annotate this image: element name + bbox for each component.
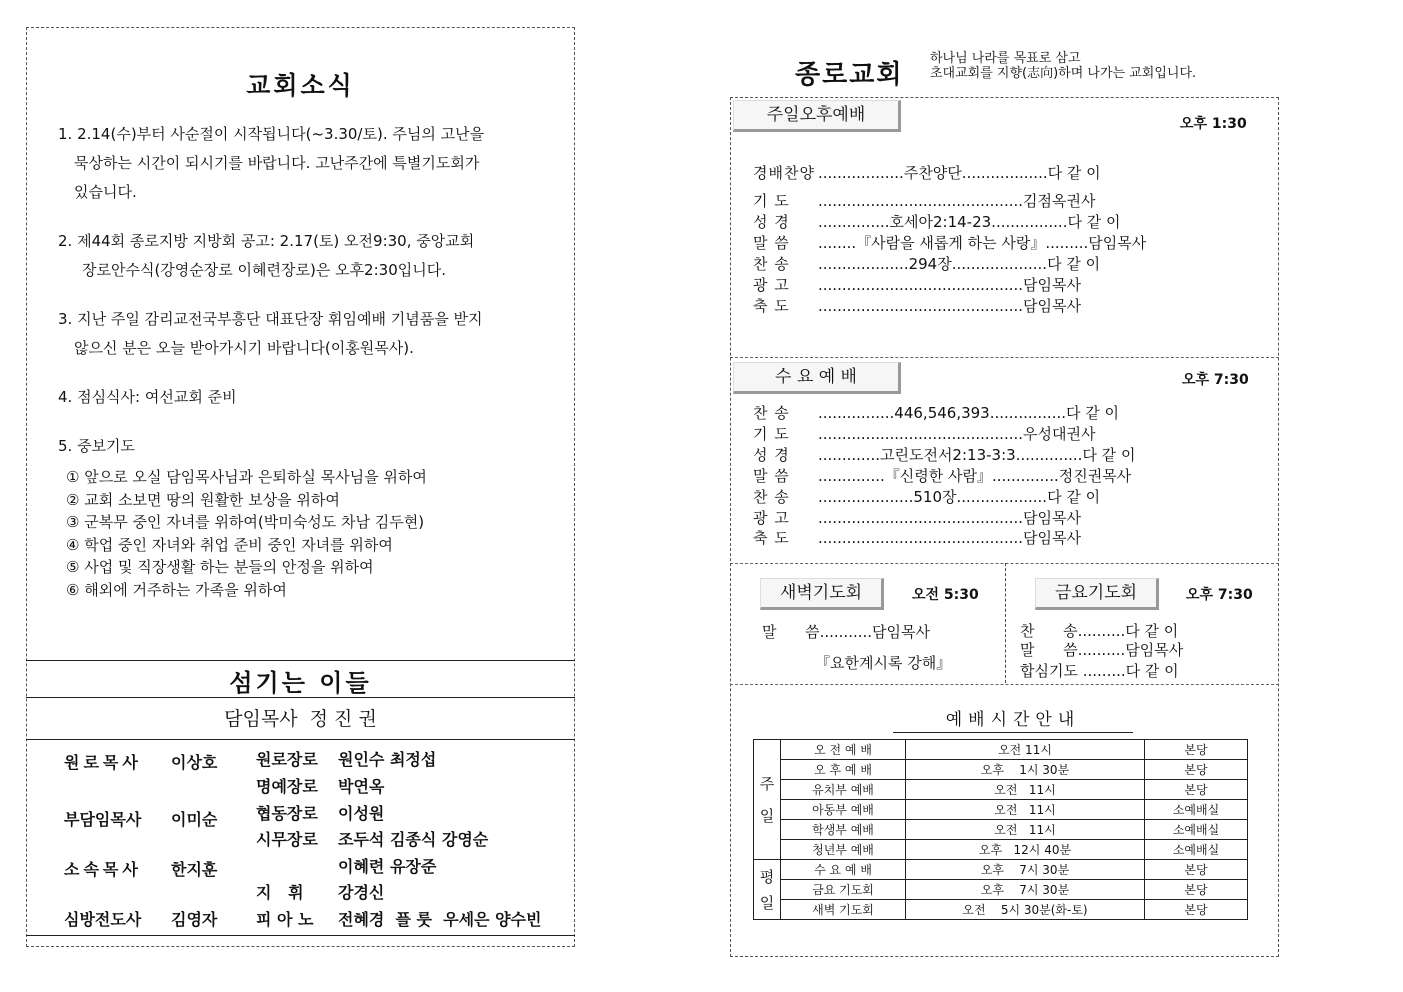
table-row: [754, 860, 1248, 880]
table-cell: 수 요 예 배: [781, 860, 906, 880]
staff-name: 김영자: [171, 910, 218, 929]
prayer-list: [66, 466, 566, 601]
table-cell: 학생부 예배: [781, 820, 906, 840]
table-cell: 오 후 예 배: [781, 760, 906, 780]
news-line: 4. 점심식사: 여선교회 준비: [58, 388, 237, 406]
dawn-prayer-label: 새벽기도회: [760, 578, 884, 610]
table-cell: 청년부 예배: [781, 840, 906, 860]
schedule-title: 예배시간안내: [893, 705, 1133, 733]
order-key: 찬 송: [753, 255, 790, 273]
table-cell: 오전 11시: [906, 740, 1145, 760]
elder-role: 피 아 노: [256, 910, 314, 929]
elder-names: 조두석 김종식 강영순: [338, 830, 489, 849]
order-key: 축 도: [753, 297, 790, 315]
order-key: 광 고: [753, 276, 790, 294]
order-value: ....................510장...................다 같 이: [818, 488, 1101, 506]
order-row: [753, 274, 1258, 295]
news-line: 있습니다.: [74, 183, 137, 201]
order-key: 경배찬양: [753, 164, 815, 182]
elder-names: 이성원: [338, 804, 385, 823]
table-cell: 소예배실: [1145, 840, 1248, 860]
table-cell: 오후 1시 30분: [906, 760, 1145, 780]
table-cell: 본당: [1145, 860, 1248, 880]
order-row: [753, 295, 1258, 316]
elder-names: 이혜련 유장준: [338, 857, 437, 876]
order-key: 기 도: [753, 192, 790, 210]
elder-role: 협동장로: [256, 804, 318, 823]
order-value: ...........................................담임목사: [818, 297, 1081, 315]
elder-names: 강경신: [338, 883, 385, 902]
staff-name: 이상호: [171, 753, 218, 772]
staff-role: 소속목사: [64, 860, 142, 879]
table-cell: 본당: [1145, 900, 1248, 920]
order-value: ...................294장....................다 같 이: [818, 255, 1101, 273]
table-cell: 유치부 예배: [781, 780, 906, 800]
table-cell: 새벽 기도회: [781, 900, 906, 920]
elder-names: 박연옥: [338, 777, 385, 796]
order-value: ...........................................우성대권사: [818, 425, 1096, 443]
table-cell: 오후 7시 30분: [906, 860, 1145, 880]
order-value: ...........................................담임목사: [818, 509, 1081, 527]
order-key: 축 도: [753, 529, 790, 547]
divider: [26, 660, 575, 661]
news-line: 1. 2.14(수)부터 사순절이 시작됩니다(~3.30/토). 주님의 고난을: [58, 125, 485, 143]
table-cell: 오전 11시: [906, 800, 1145, 820]
friday-prayer-line: 찬 송..........다 같 이: [1020, 622, 1179, 640]
motto-line2: 초대교회를 지향(志向)하며 나가는 교회입니다.: [930, 66, 1197, 81]
news-list: [58, 120, 558, 461]
elder-role: 원로장로: [256, 750, 318, 769]
table-row: [754, 760, 1248, 780]
order-value: ........『사람을 새롭게 하는 사랑』.........담임목사: [818, 234, 1147, 252]
order-row: [753, 527, 1258, 548]
order-row: [753, 253, 1258, 274]
order-row: [753, 402, 1258, 423]
table-cell: 본당: [1145, 760, 1248, 780]
order-key: 성 경: [753, 213, 790, 231]
order-row: [753, 232, 1258, 253]
news-line: 3. 지난 주일 감리교전국부흥단 대표단장 휘임예배 기념품을 받지: [58, 310, 483, 328]
order-key: 광 고: [753, 509, 790, 527]
sunday-service-time: 오후 1:30: [1180, 116, 1247, 132]
order-key: 성 경: [753, 446, 790, 464]
friday-prayer-time: 오후 7:30: [1186, 587, 1253, 603]
table-cell: 금요 기도회: [781, 880, 906, 900]
group-cell: 평 일: [754, 860, 781, 920]
order-row: [753, 486, 1258, 507]
news-line: 묵상하는 시간이 되시기를 바랍니다. 고난주간에 특별기도회가: [74, 154, 480, 172]
news-line: 2. 제44회 종로지방 지방회 공고: 2.17(토) 오전9:30, 중앙교회: [58, 232, 475, 250]
servants-title: 섬기는 이들: [229, 669, 372, 697]
order-key: 찬 송: [753, 488, 790, 506]
staff-role: 심방전도사: [64, 910, 142, 929]
order-key: 말 씀: [753, 467, 790, 485]
elder-role: 지 휘: [256, 883, 304, 902]
order-row: [753, 465, 1258, 486]
staff-name: 이미순: [171, 810, 218, 829]
staff-role: 원로목사: [64, 753, 142, 772]
news-title: 교회소식: [246, 71, 355, 100]
wednesday-service-time: 오후 7:30: [1182, 372, 1249, 388]
table-cell: 오전 11시: [906, 820, 1145, 840]
order-key: 찬 송: [753, 404, 790, 422]
order-row: [753, 444, 1258, 465]
friday-prayer-line: 말 씀..........담임목사: [1020, 641, 1184, 659]
order-value: ...............호세아2:14-23................다 같 이: [818, 213, 1121, 231]
news-line: 장로안수식(강영순장로 이혜련장로)은 오후2:30입니다.: [82, 261, 446, 279]
prayer-item: ④ 학업 중인 자녀와 취업 준비 중인 자녀를 위하여: [66, 535, 393, 554]
order-value: ...........................................담임목사: [818, 276, 1081, 294]
elder-role: 시무장로: [256, 830, 318, 849]
table-row: [754, 820, 1248, 840]
divider: [1005, 563, 1006, 683]
staff-name: 한지훈: [171, 860, 218, 879]
order-value: ...........................................김점옥권사: [818, 192, 1096, 210]
elder-names: 전혜경 플 룻 우세은 양수빈: [338, 910, 542, 929]
table-row: [754, 840, 1248, 860]
divider: [730, 684, 1279, 685]
table-cell: 오 전 예 배: [781, 740, 906, 760]
table-cell: 아동부 예배: [781, 800, 906, 820]
news-line: 5. 중보기도: [58, 437, 136, 455]
staff-role: 부담임목사: [64, 810, 142, 829]
table-row: [754, 780, 1248, 800]
wednesday-service-label: 수 요 예 배: [733, 362, 901, 394]
senior-pastor: 담임목사 정 진 권: [224, 708, 377, 730]
order-value: ..............『신령한 사람』..............정진권목사: [818, 467, 1132, 485]
prayer-item: ③ 군복무 중인 자녀를 위하여(박미숙성도 차남 김두현): [66, 513, 425, 531]
order-row: [753, 507, 1258, 528]
prayer-item: ① 앞으로 오실 담임목사님과 은퇴하실 목사님을 위하여: [66, 468, 427, 486]
table-row: [754, 900, 1248, 920]
prayer-item: ② 교회 소보면 땅의 원활한 보상을 위하여: [66, 490, 340, 509]
order-value: ..................주찬양단..................다 같 이: [818, 164, 1101, 182]
table-row: [754, 740, 1248, 760]
dawn-prayer-line: 말 씀...........담임목사: [762, 623, 930, 641]
divider: [26, 935, 575, 936]
group-cell: 주 일: [754, 740, 781, 860]
order-row: [753, 162, 1258, 183]
divider: [26, 739, 575, 740]
order-value: ...........................................담임목사: [818, 529, 1081, 547]
table-cell: 본당: [1145, 740, 1248, 760]
table-cell: 오후 12시 40분: [906, 840, 1145, 860]
order-value: ................446,546,393................다 같 이: [818, 404, 1120, 422]
table-cell: 본당: [1145, 780, 1248, 800]
prayer-item: ⑥ 해외에 거주하는 가족을 위하여: [66, 580, 287, 599]
order-key: 말 씀: [753, 234, 790, 252]
order-row: [753, 211, 1258, 232]
divider: [730, 357, 1279, 358]
table-cell: 오전 5시 30분(화-토): [906, 900, 1145, 920]
table-cell: 소예배실: [1145, 800, 1248, 820]
church-name: 종로교회: [795, 60, 904, 90]
news-line: 않으신 분은 오늘 받아가시기 바랍니다(이홍원목사).: [74, 339, 414, 357]
table-cell: 본당: [1145, 880, 1248, 900]
table-row: [754, 880, 1248, 900]
schedule-table: [753, 739, 1248, 920]
table-cell: 오전 11시: [906, 780, 1145, 800]
order-key: 기 도: [753, 425, 790, 443]
motto-line1: 하나님 나라를 목표로 삼고: [930, 51, 1081, 66]
prayer-item: ⑤ 사업 및 직장생활 하는 분들의 안정을 위하여: [66, 558, 374, 576]
order-row: [753, 423, 1258, 444]
order-row: [753, 190, 1258, 211]
dawn-prayer-time: 오전 5:30: [912, 587, 979, 603]
table-row: [754, 800, 1248, 820]
table-cell: 소예배실: [1145, 820, 1248, 840]
sunday-service-label: 주일오후예배: [733, 100, 901, 132]
dawn-prayer-sermon: 『요한계시록 강해』: [815, 654, 952, 672]
divider: [26, 697, 575, 698]
elder-names: 원인수 최정섭: [338, 750, 437, 769]
friday-prayer-line: 합심기도 .........다 같 이: [1020, 662, 1179, 680]
order-value: .............고린도전서2:13-3:3..............다 같 이: [818, 446, 1136, 464]
friday-prayer-label: 금요기도회: [1035, 578, 1159, 610]
table-cell: 오후 7시 30분: [906, 880, 1145, 900]
elder-role: 명예장로: [256, 777, 318, 796]
